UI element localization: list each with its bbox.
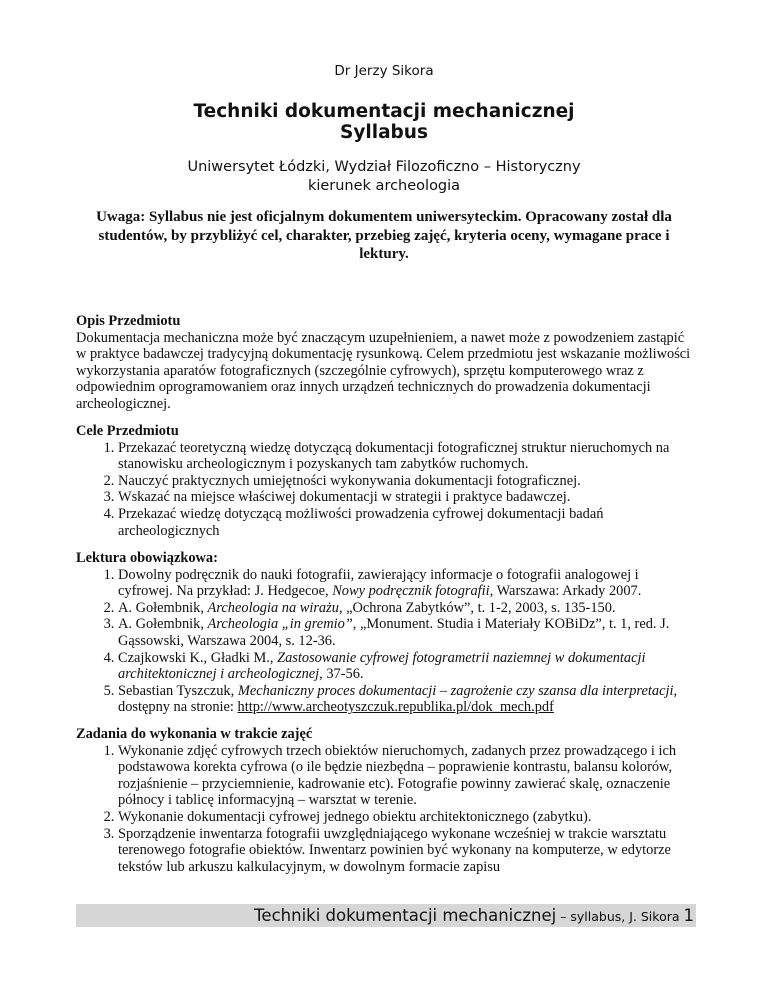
field-of-study: kierunek archeologia <box>307 178 461 194</box>
title-line-1: Techniki dokumentacji mechanicznej <box>193 101 575 122</box>
document-title <box>0 101 768 143</box>
ref-title: Archeologia na wirażu <box>207 599 339 616</box>
ref-text: Sebastian Tyszczuk, <box>118 682 238 699</box>
ref-title: Zastosowanie cyfrowej fotogrametrii naziemnej w dokumentacji architektonicznej i archeologicznej <box>118 649 646 683</box>
section-heading: Cele Przedmiotu <box>76 423 179 439</box>
ref-text: Czajkowski K., Gładki M., <box>118 649 278 666</box>
section-cele <box>76 423 696 539</box>
ref-text: Dowolny podręcznik do nauki fotografii, zawierający informacje o fotografii analogowej i cyfrowej. Na przykład: J. Hedgecoe, <box>118 566 639 600</box>
ref-title: Mechaniczny proces dokumentacji – zagrożenie czy szansa dla interpretacji <box>237 682 674 699</box>
section-opis <box>76 313 696 413</box>
section-heading: Lektura obowiązkowa: <box>76 550 218 566</box>
ref-text: A. Gołembnik, <box>118 616 208 633</box>
list-item: 4. Przekazać wiedzę dotyczącą możliwości prowadzenia cyfrowej dokumentacji badań archeologicznych <box>118 506 696 539</box>
tasks-list <box>76 743 696 876</box>
reference-link[interactable]: http://www.archeotyszczuk.republika.pl/dok_mech.pdf <box>237 699 554 716</box>
section-heading: Opis Przedmiotu <box>76 313 181 329</box>
list-item: 3. Wskazać na miejsce właściwej dokumentacji w strategii i praktyce badawczej. <box>118 489 696 506</box>
list-item: 1. Przekazać teoretyczną wiedzę dotyczącą dokumentacji fotograficznej struktur nieruchomych na stanowisku archeologicznym i pozyskanych tam zabytków ruchomych. <box>118 440 696 473</box>
footer-title: Techniki dokumentacji mechanicznej <box>254 906 557 925</box>
section-lektura <box>76 550 696 716</box>
list-item <box>118 616 696 649</box>
page-footer <box>254 906 694 925</box>
ref-text: , 37-56. <box>319 666 364 683</box>
list-item: 2. Wykonanie dokumentacji cyfrowej jednego obiektu architektonicznego (zabytku). <box>118 809 696 826</box>
ref-text: , dostępny na stronie: <box>118 682 678 716</box>
list-item <box>118 567 696 600</box>
list-item <box>118 600 696 617</box>
reading-list <box>76 567 696 716</box>
goals-list <box>76 440 696 540</box>
list-item: 1. Wykonanie zdjęć cyfrowych trzech obiektów nieruchomych, zadanych przez prowadzącego i ich podstawowa korekta cyfrowa (o ile będzie niezbędna – poprawienie kontrastu, balansu kolorów, rozjaśnienie – przyciemnienie, kadrowanie etc). Fotografie powinny zawierać skalę, oznaczenie północy i tablicę informacyjną – warsztat w terenie. <box>118 743 696 809</box>
disclaimer-note: Uwaga: Syllabus nie jest oficjalnym dokumentem uniwersyteckim. Opracowany został dla studentów, by przybliżyć cel, charakter, przebieg zajęć, kryteria oceny, wymagane prace i lektury. <box>96 209 672 262</box>
page-number: 1 <box>683 906 694 925</box>
title-line-2: Syllabus <box>340 122 428 143</box>
section-heading: Zadania do wykonania w trakcie zajęć <box>76 726 313 742</box>
ref-text: , Warszawa: Arkady 2007. <box>489 583 642 600</box>
footer-author: – syllabus, J. Sikora <box>556 909 684 924</box>
university-block <box>0 158 768 196</box>
author-name: Dr Jerzy Sikora <box>334 63 434 79</box>
section-zadania <box>76 726 696 875</box>
list-item: 3. Sporządzenie inwentarza fotografii uwzględniającego wykonane wcześniej w trakcie warsztatu terenowego fotografie obiektów. Inwentarz powinien być wykonany na komputerze, w edytorze tekstów lub arkuszu kalkulacyjnym, w dowolnym formacie zapisu <box>118 826 696 876</box>
ref-text: , „Ochrona Zabytków”, t. 1-2, 2003, s. 135-150. <box>338 599 616 616</box>
section-text: Dokumentacja mechaniczna może być znaczącym uzupełnieniem, a nawet może z powodzeniem zastąpić w praktyce badawczej tradycyjną dokumentację rysunkową. Celem przedmiotu jest wskazanie możliwości wykorzystania aparatów fotograficznych (szczególnie cyfrowych), sprzętu komputerowego wraz z odpowiednim oprogramowaniem oraz innych urządzeń technicznych do prowadzenia dokumentacji archeologicznej. <box>76 329 691 412</box>
university-name: Uniwersytet Łódzki, Wydział Filozoficzno – Historyczny <box>187 159 581 175</box>
ref-text: A. Gołembnik, <box>118 599 208 616</box>
list-item: 2. Nauczyć praktycznych umiejętności wykonywania dokumentacji fotograficznej. <box>118 473 696 490</box>
ref-title: Nowy podręcznik fotografii <box>332 583 490 600</box>
ref-text: , „Monument. Studia i Materiały KOBiDz”, t. 1, red. J. Gąssowski, Warszawa 2004, s. 12-36. <box>118 616 670 649</box>
ref-title: Archeologia „in gremio” <box>207 616 353 633</box>
list-item <box>118 683 696 716</box>
list-item <box>118 650 696 683</box>
